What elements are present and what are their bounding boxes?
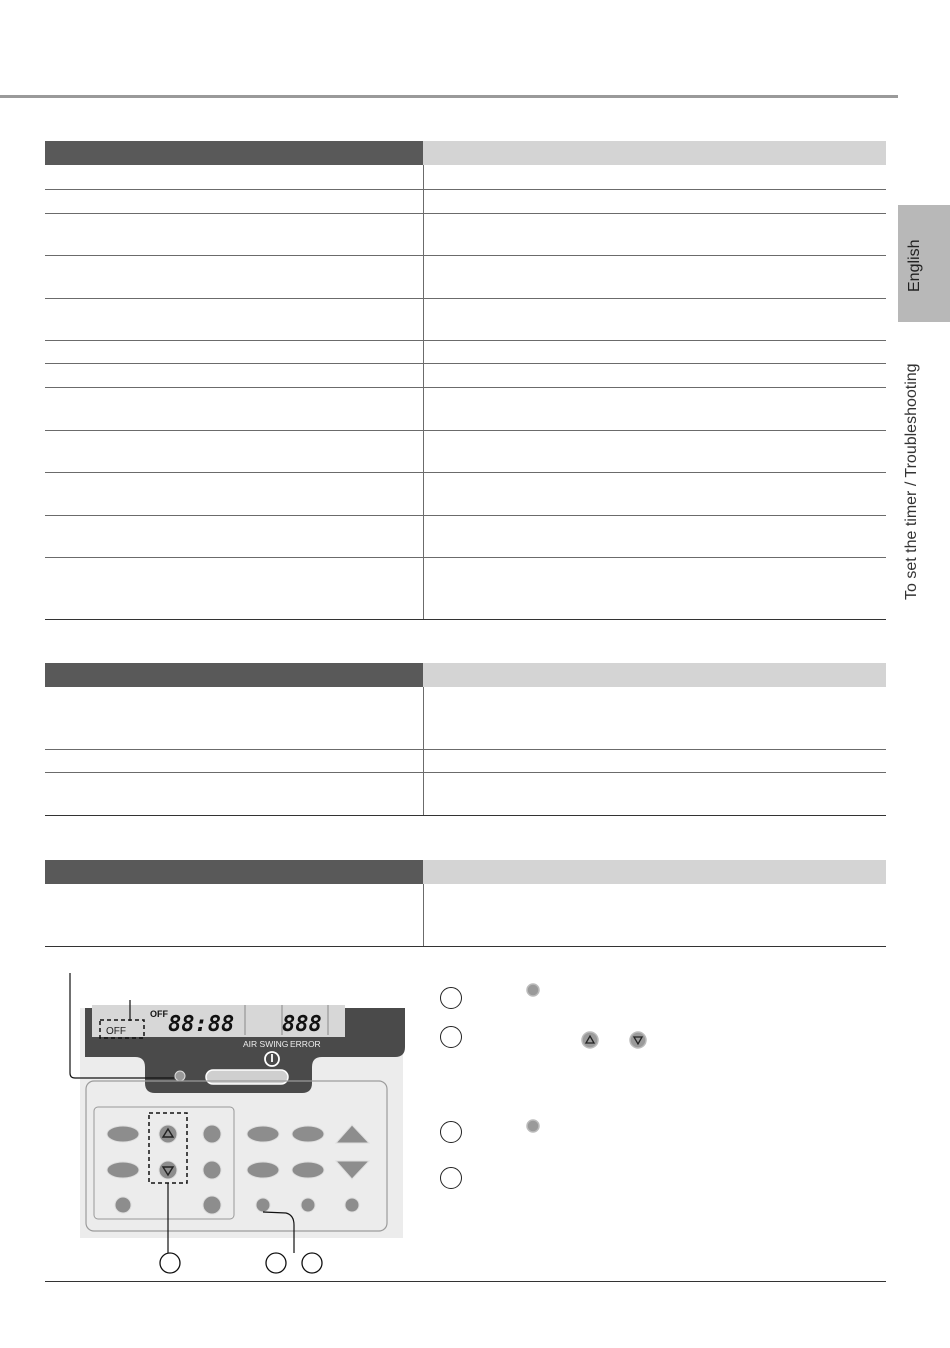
right-button-3	[247, 1162, 279, 1178]
table-row	[45, 341, 886, 364]
table-header	[45, 663, 886, 687]
timer-button-2	[203, 1161, 221, 1179]
table-row	[45, 256, 886, 299]
code-digits: 888	[282, 1012, 322, 1037]
right-button-1	[247, 1126, 279, 1142]
troubleshooting-table-2	[45, 663, 886, 816]
timer-indicator-lamp	[175, 1071, 185, 1081]
table-row	[45, 190, 886, 214]
language-tab-label: English	[906, 239, 923, 292]
error-label: ERROR	[290, 1039, 321, 1049]
timer-button-3	[203, 1196, 221, 1214]
remote-control-illustration	[60, 965, 410, 1275]
air-swing-label: AIR SWING	[243, 1039, 289, 1049]
table-row	[45, 388, 886, 431]
table-row	[45, 750, 886, 773]
down-button-icon	[628, 1030, 648, 1050]
top-rule	[0, 95, 898, 98]
table-row	[45, 687, 886, 750]
step-3-number	[440, 1121, 462, 1143]
left-small-button	[115, 1197, 131, 1213]
section-tab-label: To set the timer / Troubleshooting	[903, 363, 920, 600]
table-row	[45, 165, 886, 190]
table-row	[45, 214, 886, 256]
fan-button	[107, 1162, 139, 1178]
callout-circle-3	[302, 1253, 322, 1273]
table-row	[45, 884, 886, 947]
off-indicator: OFF	[106, 1026, 126, 1037]
up-button-icon	[580, 1030, 600, 1050]
off-small-indicator: OFF	[150, 1009, 168, 1019]
table-row	[45, 516, 886, 558]
callout-circle-2	[266, 1253, 286, 1273]
right-small-button-3	[345, 1198, 359, 1212]
table-row	[45, 364, 886, 388]
callout-circle-1	[160, 1253, 180, 1273]
table-header	[45, 860, 886, 884]
power-button[interactable]	[206, 1070, 288, 1084]
table-row	[45, 773, 886, 816]
table-row	[45, 299, 886, 341]
troubleshooting-table-1	[45, 141, 886, 620]
set-button-icon	[525, 1118, 541, 1134]
table-header	[45, 141, 886, 165]
troubleshooting-table-3	[45, 860, 886, 947]
lamp-button-icon	[525, 982, 541, 998]
step-1-number	[440, 987, 462, 1009]
table-row	[45, 558, 886, 620]
timer-button-1	[203, 1125, 221, 1143]
bottom-rule	[45, 1281, 886, 1282]
set-button[interactable]	[256, 1198, 270, 1212]
table-row	[45, 473, 886, 516]
right-button-4	[292, 1162, 324, 1178]
step-2-number	[440, 1026, 462, 1048]
table-row	[45, 431, 886, 473]
time-digits: 88:88	[168, 1012, 235, 1037]
step-4-number	[440, 1167, 462, 1189]
right-small-button-2	[301, 1198, 315, 1212]
right-button-2	[292, 1126, 324, 1142]
mode-button	[107, 1126, 139, 1142]
